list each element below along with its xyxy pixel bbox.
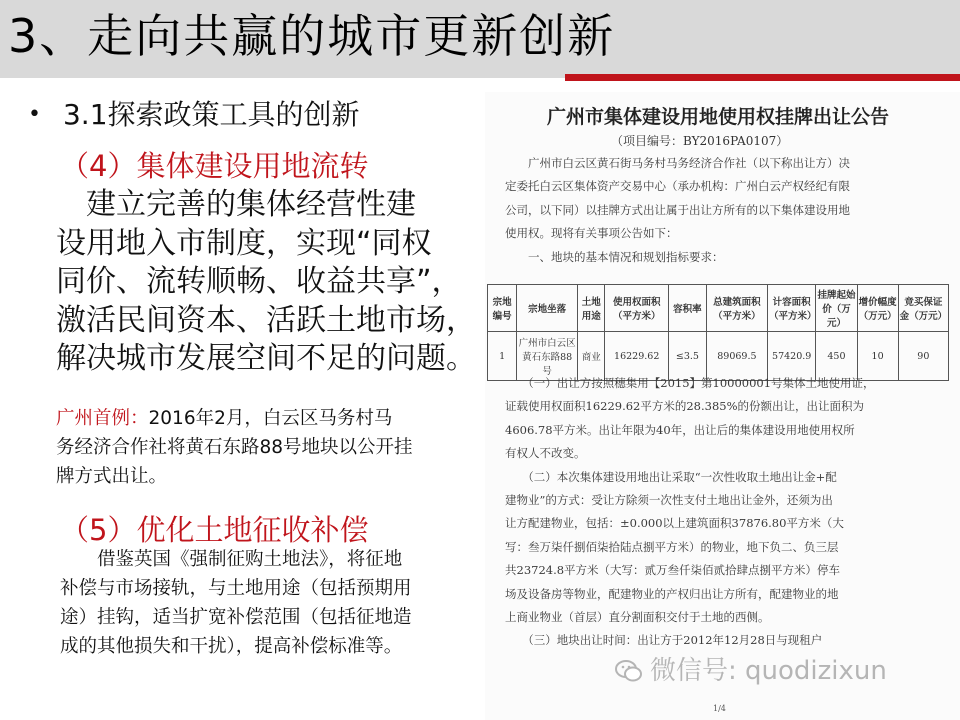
bullet-text: 3.1探索政策工具的创新: [62, 98, 360, 131]
table-cell: 90: [898, 332, 948, 381]
document-line: 共23724.8平方米（大写：贰万叁仟柒佰贰拾肆点捌平方米）停车: [505, 563, 841, 578]
section4-line: 激活民间资本、活跃土地市场，: [56, 302, 476, 338]
table-cell: 广州市白云区黄石东路88号: [517, 332, 578, 381]
table-header-cell: 挂牌起始价（万元）: [816, 285, 857, 332]
case-label: 广州首例：: [56, 408, 149, 429]
section4-line: 同价、流转顺畅、收益共享”，: [56, 264, 462, 299]
wechat-icon: [614, 658, 644, 684]
section5-line: 补偿与市场接轨，与土地用途（包括预期用: [60, 578, 412, 599]
document-line: 写：叁万柒仟捌佰柒拾陆点捌平方米）的物业，地下负二、负三层: [505, 539, 839, 554]
table-header-cell: 使用权面积（平方米）: [605, 285, 669, 332]
announcement-document: [485, 92, 960, 720]
table-header-cell: 容积率: [668, 285, 706, 332]
document-line: 让方配建物业，包括：±0.000以上建筑面积37876.80平方米（大: [505, 516, 844, 531]
slide-title: 3、走向共赢的城市更新创新: [8, 9, 616, 63]
document-line: 建物业”的方式：受让方除须一次性支付土地出让金外，还须为出: [505, 493, 833, 508]
document-title: 广州市集体建设用地使用权挂牌出让公告: [547, 106, 890, 128]
case-block: [56, 404, 476, 491]
document-line: 场及设备房等物业，配建物业的产权归出让方所有，配建物业的地: [505, 586, 839, 601]
table-header-cell: 宗地坐落: [517, 285, 578, 332]
section5-line: 途）挂钩，适当扩宽补偿范围（包括征地造: [60, 607, 412, 628]
case-line: 牌方式出让。: [56, 466, 168, 487]
page-number: 1/4: [713, 704, 726, 713]
document-intro: [505, 152, 935, 269]
bullet-dot-icon: •: [28, 102, 41, 127]
section5-line: 成的其他损失和干扰），提高补偿标准等。: [60, 636, 403, 657]
table-header-cell: 土地用途: [577, 285, 605, 332]
document-line: 4606.78平方米。出让年限为40年，出让后的集体建设用地使用权所: [505, 422, 855, 437]
table-cell: 16229.62: [605, 332, 669, 381]
watermark-text: 微信号: quodizixun: [650, 656, 887, 686]
document-line: （一）出让方按照穗集用【2015】第10000001号集体土地使用证，: [505, 376, 875, 390]
table-cell: 1: [488, 332, 517, 381]
document-line: （三）地块出让时间：出让方于2012年12月28日与现租户: [505, 633, 823, 648]
section4-line: 建立完善的集体经营性建: [56, 187, 416, 222]
table-cell: ≤3.5: [668, 332, 706, 381]
bullet-heading: [28, 98, 360, 132]
table-cell: 商业: [577, 332, 605, 381]
wechat-watermark: [614, 650, 887, 687]
table-cell: 10: [857, 332, 898, 381]
table-header-cell: 宗地编号: [488, 285, 517, 332]
case-line: 2016年2月，白云区马务村马: [148, 408, 393, 429]
table-header-cell: 增价幅度（万元）: [857, 285, 898, 332]
case-line: 务经济合作社将黄石东路88号地块以公开挂: [56, 437, 413, 458]
table-header-cell: 竞买保证金（万元）: [898, 285, 948, 332]
section4-body: [56, 186, 486, 379]
document-body: [505, 372, 935, 653]
document-line: 上商业物业（首层）直分割面积交付于土地的西侧。: [505, 610, 770, 625]
document-line: 使用权。现将有关事项公告如下：: [505, 226, 678, 241]
table-cell: 450: [816, 332, 857, 381]
section5-heading: （5）优化土地征收补偿: [60, 513, 369, 547]
section4-line: 设用地入市制度，实现“同权: [56, 225, 432, 261]
table-cell: 57420.9: [767, 332, 815, 381]
section4-line: 解决城市发展空间不足的问题。: [56, 341, 476, 376]
document-line: （二）本次集体建设用地出让采取“一次性收取土地出让金+配: [505, 469, 837, 484]
table-cell: 89069.5: [706, 332, 767, 381]
table-header-row: [488, 285, 949, 332]
table-header-cell: 计容面积（平方米）: [767, 285, 815, 332]
document-line: 广州市白云区黄石街马务村马务经济合作社（以下称出让方）决: [505, 156, 850, 170]
document-line: 公司，以下同）以挂牌方式出让属于出让方所有的以下集体建设用地: [505, 202, 850, 217]
document-line: 有权人不改变。: [505, 446, 586, 461]
section4-heading: （4）集体建设用地流转: [60, 149, 369, 183]
section5-line: 借鉴英国《强制征购土地法》，将征地: [60, 549, 403, 570]
table-header-cell: 总建筑面积（平方米）: [706, 285, 767, 332]
document-line: 一、地块的基本情况和规划指标要求：: [505, 249, 724, 264]
document-line: 定委托白云区集体资产交易中心（承办机构：广州白云产权经纪有限: [505, 179, 850, 194]
land-info-table: [487, 284, 949, 381]
section5-body: [60, 545, 480, 661]
document-line: 证载使用权面积16229.62平方米的28.385%的份额出让，出让面积为: [505, 399, 865, 414]
accent-bar: [565, 74, 960, 81]
document-project-no: （项目编号：BY2016PA0107）: [611, 134, 789, 148]
